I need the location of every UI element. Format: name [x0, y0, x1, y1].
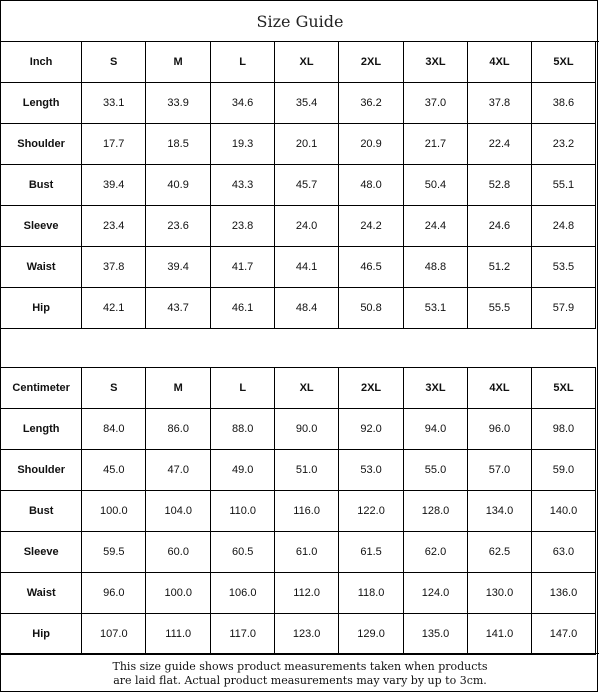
measurement-value: 19.3 — [211, 124, 275, 165]
measurement-value: 116.0 — [275, 491, 339, 532]
size-header-cell: 4XL — [467, 42, 531, 83]
measurement-value: 124.0 — [404, 573, 468, 614]
size-header-cell: XL — [275, 368, 339, 409]
size-header-cell: M — [146, 42, 211, 83]
table-row — [1, 124, 596, 165]
measurement-value: 20.1 — [275, 124, 339, 165]
measurement-value: 41.7 — [211, 247, 275, 288]
measurement-value: 39.4 — [82, 165, 146, 206]
measurement-value: 86.0 — [146, 409, 211, 450]
measurement-label: Hip — [1, 288, 82, 329]
measurement-value: 100.0 — [146, 573, 211, 614]
measurement-value: 51.0 — [275, 450, 339, 491]
measurement-value: 24.2 — [339, 206, 404, 247]
measurement-value: 48.0 — [339, 165, 404, 206]
measurement-value: 24.4 — [404, 206, 468, 247]
measurement-label: Bust — [1, 165, 82, 206]
size-header-cell: 3XL — [404, 368, 468, 409]
measurement-label: Length — [1, 83, 82, 124]
measurement-value: 33.1 — [82, 83, 146, 124]
measurement-value: 40.9 — [146, 165, 211, 206]
measurement-value: 118.0 — [339, 573, 404, 614]
note-line-2: are laid flat. Actual product measurements may vary by up to 3cm. — [113, 673, 487, 687]
measurement-value: 23.4 — [82, 206, 146, 247]
measurement-value: 61.5 — [339, 532, 404, 573]
measurement-value: 57.9 — [531, 288, 595, 329]
table-row — [1, 450, 596, 491]
measurement-value: 46.1 — [211, 288, 275, 329]
inch-header-row — [1, 42, 596, 83]
note-line-1: This size guide shows product measurements taken when products — [112, 659, 488, 673]
measurement-value: 123.0 — [275, 614, 339, 655]
measurement-value: 50.8 — [339, 288, 404, 329]
size-header-cell: 2XL — [339, 368, 404, 409]
measurement-value: 24.0 — [275, 206, 339, 247]
measurement-value: 88.0 — [211, 409, 275, 450]
measurement-value: 96.0 — [467, 409, 531, 450]
measurement-value: 17.7 — [82, 124, 146, 165]
size-header-cell: 5XL — [531, 368, 595, 409]
measurement-value: 34.6 — [211, 83, 275, 124]
size-header-cell: L — [211, 368, 275, 409]
centimeter-unit-header: Centimeter — [1, 368, 82, 409]
size-header-cell: 2XL — [339, 42, 404, 83]
table-row — [1, 409, 596, 450]
measurement-value: 60.5 — [211, 532, 275, 573]
measurement-label: Sleeve — [1, 532, 82, 573]
table-row — [1, 165, 596, 206]
measurement-value: 23.6 — [146, 206, 211, 247]
measurement-value: 18.5 — [146, 124, 211, 165]
measurement-label: Waist — [1, 573, 82, 614]
measurement-value: 92.0 — [339, 409, 404, 450]
size-header-cell: S — [82, 368, 146, 409]
table-row — [1, 491, 596, 532]
measurement-value: 49.0 — [211, 450, 275, 491]
measurement-value: 106.0 — [211, 573, 275, 614]
measurement-value: 44.1 — [275, 247, 339, 288]
measurement-label: Waist — [1, 247, 82, 288]
measurement-value: 33.9 — [146, 83, 211, 124]
measurement-label: Length — [1, 409, 82, 450]
measurement-value: 43.3 — [211, 165, 275, 206]
measurement-value: 37.8 — [82, 247, 146, 288]
measurement-value: 128.0 — [404, 491, 468, 532]
measurement-value: 111.0 — [146, 614, 211, 655]
measurement-value: 130.0 — [467, 573, 531, 614]
inch-size-table — [0, 41, 596, 329]
measurement-value: 45.0 — [82, 450, 146, 491]
measurement-value: 141.0 — [467, 614, 531, 655]
measurement-value: 63.0 — [531, 532, 595, 573]
measurement-value: 55.0 — [404, 450, 468, 491]
measurement-label: Sleeve — [1, 206, 82, 247]
centimeter-header-row — [1, 368, 596, 409]
measurement-value: 23.8 — [211, 206, 275, 247]
measurement-label: Bust — [1, 491, 82, 532]
measurement-value: 53.5 — [531, 247, 595, 288]
centimeter-size-table — [0, 367, 596, 655]
measurement-value: 107.0 — [82, 614, 146, 655]
size-header-cell: L — [211, 42, 275, 83]
measurement-note — [1, 653, 599, 693]
measurement-value: 135.0 — [404, 614, 468, 655]
measurement-value: 59.0 — [531, 450, 595, 491]
measurement-value: 147.0 — [531, 614, 595, 655]
size-header-cell: 3XL — [404, 42, 468, 83]
measurement-value: 53.0 — [339, 450, 404, 491]
measurement-label: Shoulder — [1, 124, 82, 165]
table-row — [1, 83, 596, 124]
measurement-value: 62.5 — [467, 532, 531, 573]
size-header-cell: 5XL — [531, 42, 595, 83]
measurement-value: 42.1 — [82, 288, 146, 329]
measurement-value: 60.0 — [146, 532, 211, 573]
measurement-value: 100.0 — [82, 491, 146, 532]
measurement-value: 52.8 — [467, 165, 531, 206]
table-row — [1, 614, 596, 655]
table-row — [1, 532, 596, 573]
measurement-value: 45.7 — [275, 165, 339, 206]
measurement-value: 24.6 — [467, 206, 531, 247]
measurement-value: 53.1 — [404, 288, 468, 329]
measurement-value: 47.0 — [146, 450, 211, 491]
size-header-cell: M — [146, 368, 211, 409]
measurement-value: 117.0 — [211, 614, 275, 655]
measurement-value: 112.0 — [275, 573, 339, 614]
measurement-value: 134.0 — [467, 491, 531, 532]
measurement-value: 136.0 — [531, 573, 595, 614]
measurement-value: 35.4 — [275, 83, 339, 124]
inch-unit-header: Inch — [1, 42, 82, 83]
measurement-value: 38.6 — [531, 83, 595, 124]
measurement-value: 55.1 — [531, 165, 595, 206]
measurement-value: 23.2 — [531, 124, 595, 165]
measurement-value: 90.0 — [275, 409, 339, 450]
measurement-value: 48.8 — [404, 247, 468, 288]
table-row — [1, 206, 596, 247]
measurement-value: 59.5 — [82, 532, 146, 573]
measurement-value: 129.0 — [339, 614, 404, 655]
measurement-value: 43.7 — [146, 288, 211, 329]
measurement-value: 140.0 — [531, 491, 595, 532]
table-spacer — [1, 327, 599, 367]
measurement-value: 48.4 — [275, 288, 339, 329]
table-row — [1, 247, 596, 288]
measurement-value: 98.0 — [531, 409, 595, 450]
measurement-value: 46.5 — [339, 247, 404, 288]
measurement-label: Shoulder — [1, 450, 82, 491]
measurement-value: 50.4 — [404, 165, 468, 206]
measurement-value: 24.8 — [531, 206, 595, 247]
table-row — [1, 573, 596, 614]
measurement-value: 94.0 — [404, 409, 468, 450]
size-header-cell: 4XL — [467, 368, 531, 409]
measurement-value: 37.0 — [404, 83, 468, 124]
measurement-value: 51.2 — [467, 247, 531, 288]
measurement-value: 110.0 — [211, 491, 275, 532]
table-row — [1, 288, 596, 329]
measurement-value: 96.0 — [82, 573, 146, 614]
measurement-value: 57.0 — [467, 450, 531, 491]
measurement-value: 55.5 — [467, 288, 531, 329]
measurement-label: Hip — [1, 614, 82, 655]
measurement-value: 104.0 — [146, 491, 211, 532]
measurement-value: 39.4 — [146, 247, 211, 288]
size-header-cell: S — [82, 42, 146, 83]
measurement-value: 84.0 — [82, 409, 146, 450]
measurement-value: 61.0 — [275, 532, 339, 573]
size-header-cell: XL — [275, 42, 339, 83]
measurement-value: 20.9 — [339, 124, 404, 165]
measurement-value: 62.0 — [404, 532, 468, 573]
measurement-value: 36.2 — [339, 83, 404, 124]
measurement-value: 122.0 — [339, 491, 404, 532]
measurement-value: 37.8 — [467, 83, 531, 124]
size-guide-title: Size Guide — [1, 1, 599, 42]
measurement-value: 21.7 — [404, 124, 468, 165]
measurement-value: 22.4 — [467, 124, 531, 165]
